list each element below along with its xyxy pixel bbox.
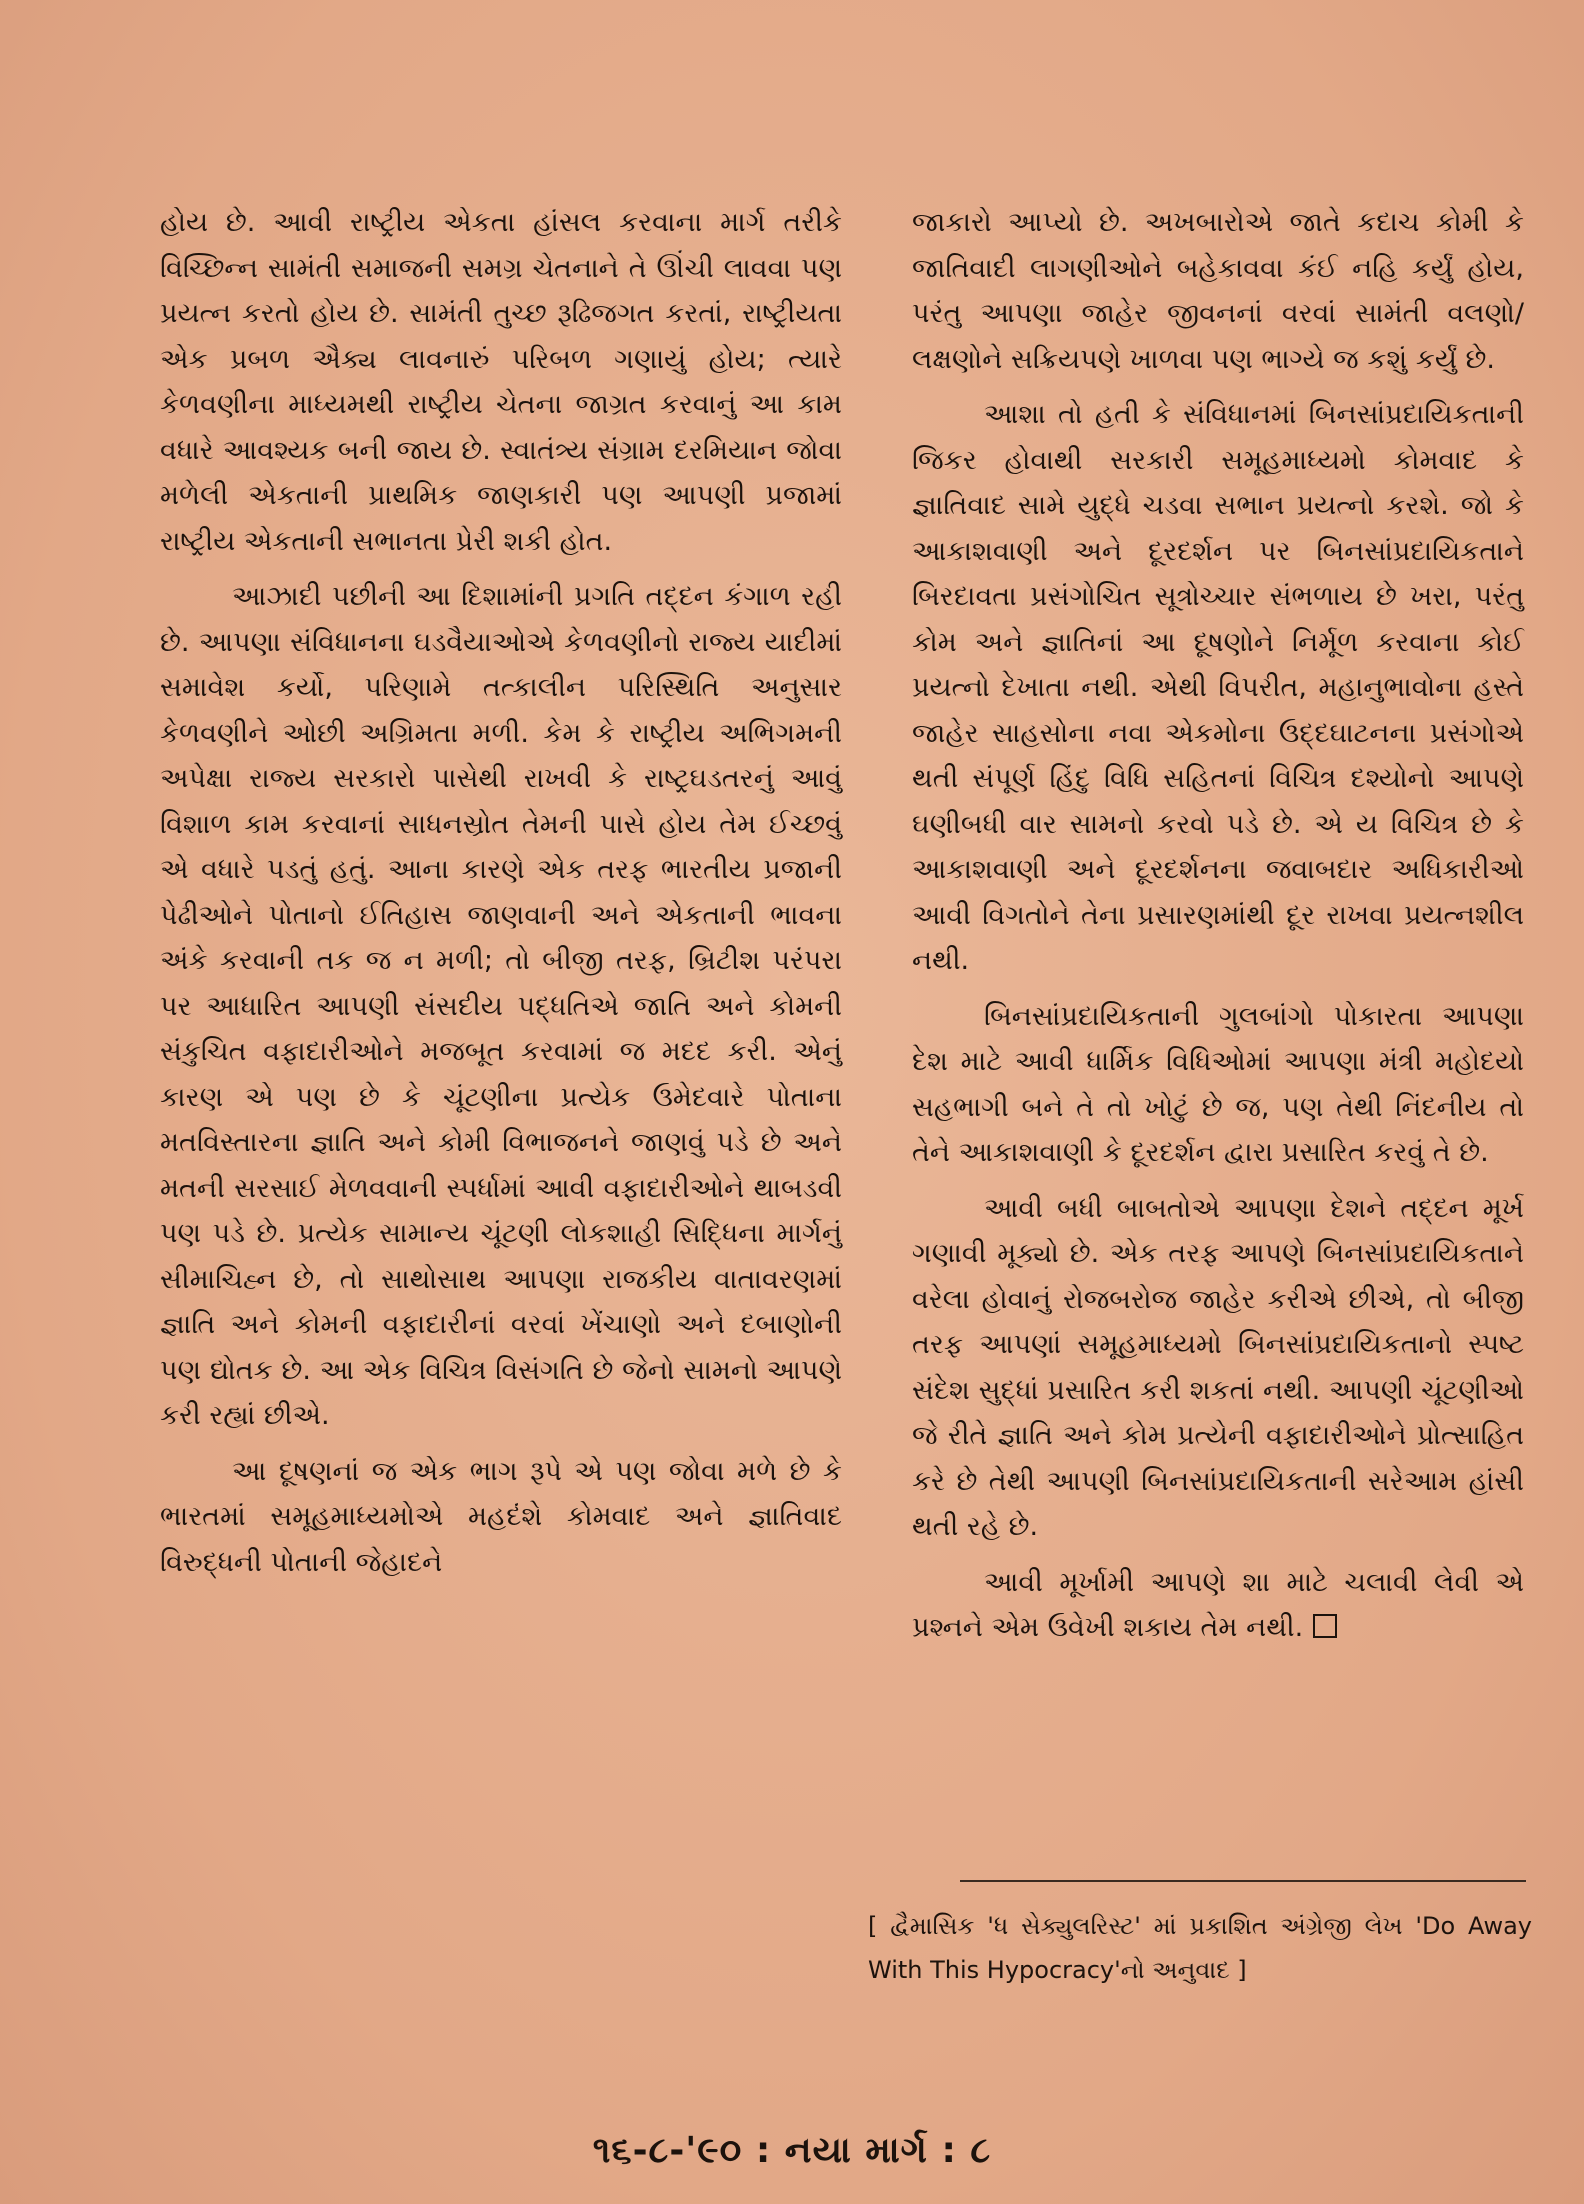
paragraph: હોય છે. આવી રાષ્ટ્રીય એકતા હાંસલ કરવાના માર્ગ તરીકે વિચ્છિન્ન સામંતી સમાજની સમગ્ર ચેતનાને તે ઊંચી લાવવા પણ પ્રયત્ન કરતો હોય છે. સામંતી તુચ્છ રૂઢિજગત કરતાં, રાષ્ટ્રીયતા એક પ્રબળ ઐક્ય લાવનારું પરિબળ ગણાયું હોય; ત્યારે કેળવણીના માધ્યમથી રાષ્ટ્રીય ચેતના જાગ્રત કરવાનું આ કામ વધારે આવશ્યક બની જાય છે. સ્વાતંત્ર્ય સંગ્રામ દરમિયાન જોવા મળેલી એકતાની પ્રાથમિક જાણકારી પણ આપણી પ્રજામાં રાષ્ટ્રીય એકતાની સભાનતા પ્રેરી શકી હોત. — [160, 207, 842, 557]
paragraph: આઝાદી પછીની આ દિશામાંની પ્રગતિ તદ્દન કંગાળ રહી છે. આપણા સંવિધાનના ઘડવૈયાઓએ કેળવણીનો રાજ્ય યાદીમાં સમાવેશ કર્યો, પરિણામે તત્કાલીન પરિસ્થિતિ અનુસાર કેળવણીને ઓછી અગ્રિમતા મળી. કેમ કે રાષ્ટ્રીય અભિગમની અપેક્ષા રાજ્ય સરકારો પાસેથી રાખવી કે રાષ્ટ્રઘડતરનું આવું વિશાળ કામ કરવાનાં સાધનસ્રોત તેમની પાસે હોય તેમ ઈચ્છવું એ વધારે પડતું હતું. આના કારણે એક તરફ ભારતીય પ્રજાની પેઢીઓને પોતાનો ઈતિહાસ જાણવાની અને એકતાની ભાવના અંકે કરવાની તક જ ન મળી; તો બીજી તરફ, બ્રિટીશ પરંપરા પર આધારિત આપણી સંસદીય પદ્ધતિએ જાતિ અને કોમની સંકુચિત વફાદારીઓને મજબૂત કરવામાં જ મદદ કરી. એનું કારણ એ પણ છે કે ચૂંટણીના પ્રત્યેક ઉમેદવારે પોતાના મતવિસ્તારના જ્ઞાતિ અને કોમી વિભાજનને જાણવું પડે છે અને મતની સરસાઈ મેળવવાની સ્પર્ધામાં આવી વફાદારીઓને થાબડવી પણ પડે છે. પ્રત્યેક સામાન્ય ચૂંટણી લોકશાહી સિદ્ધિના માર્ગનું સીમાચિહ્ન છે, તો સાથોસાથ આપણા રાજકીય વાતાવરણમાં જ્ઞાતિ અને કોમની વફાદારીનાં વરવાં ખેંચાણો અને દબાણોની પણ દ્યોતક છે. આ એક વિચિત્ર વિસંગતિ છે જેનો સામનો આપણે કરી રહ્યાં છીએ. — [160, 581, 842, 1431]
end-of-article-mark — [1313, 1614, 1337, 1638]
left-column — [160, 200, 842, 1595]
paragraph: આશા તો હતી કે સંવિધાનમાં બિનસાંપ્રદાયિકતાની જિકર હોવાથી સરકારી સમૂહમાધ્યમો કોમવાદ કે જ્ઞાતિવાદ સામે યુદ્ધે ચડવા સભાન પ્રયત્નો કરશે. જો કે આકાશવાણી અને દૂરદર્શન પર બિનસાંપ્રદાયિકતાને બિરદાવતા પ્રસંગોચિત સૂત્રોચ્ચાર સંભળાય છે ખરા, પરંતુ કોમ અને જ્ઞાતિનાં આ દૂષણોને નિર્મૂળ કરવાના કોઈ પ્રયત્નો દેખાતા નથી. એથી વિપરીત, મહાનુભાવોના હસ્તે જાહેર સાહસોના નવા એકમોના ઉદ્દઘાટનના પ્રસંગોએ થતી સંપૂર્ણ હિંદુ વિધિ સહિતનાં વિચિત્ર દશ્યોનો આપણે ઘણીબધી વાર સામનો કરવો પડે છે. એ ય વિચિત્ર છે કે આકાશવાણી અને દૂરદર્શનના જવાબદાર અધિકારીઓ આવી વિગતોને તેના પ્રસારણમાંથી દૂર રાખવા પ્રયત્નશીલ નથી. — [912, 399, 1524, 976]
closing-paragraph — [912, 1560, 1524, 1651]
divider — [960, 1880, 1526, 1882]
right-column — [912, 200, 1524, 1661]
page-footer: ૧૬-૮-'૯૦ : નયા માર્ગ : ૮ — [592, 2130, 992, 2171]
paragraph: બિનસાંપ્રદાયિકતાની ગુલબાંગો પોકારતા આપણા દેશ માટે આવી ધાર્મિક વિધિઓમાં આપણા મંત્રી મહોદયો સહભાગી બને તે તો ખોટું છે જ, પણ તેથી નિંદનીય તો તેને આકાશવાણી કે દૂરદર્શન દ્વારા પ્રસારિત કરવું તે છે. — [912, 1000, 1524, 1168]
paragraph: આવી બધી બાબતોએ આપણા દેશને તદ્દન મૂર્ખ ગણાવી મૂક્યો છે. એક તરફ આપણે બિનસાંપ્રદાયિકતાને વરેલા હોવાનું રોજબરોજ જાહેર કરીએ છીએ, તો બીજી તરફ આપણાં સમૂહમાધ્યમો બિનસાંપ્રદાયિકતાનો સ્પષ્ટ સંદેશ સુદ્ધાં પ્રસારિત કરી શકતાં નથી. આપણી ચૂંટણીઓ જે રીતે જ્ઞાતિ અને કોમ પ્રત્યેની વફાદારીઓને પ્રોત્સાહિત કરે છે તેથી આપણી બિનસાંપ્રદાયિકતાની સરેઆમ હાંસી થતી રહે છે. — [912, 1192, 1524, 1542]
paragraph: આ દૂષણનાં જ એક ભાગ રૂપે એ પણ જોવા મળે છે કે ભારતમાં સમૂહમાધ્યમોએ મહદંશે કોમવાદ અને જ્ઞાતિવાદ વિરુદ્ધની પોતાની જેહાદને — [160, 1455, 842, 1578]
source-note: [ દ્વૈમાસિક 'ધ સેક્યુલરિસ્ટ' માં પ્રકાશિત અંગ્રેજી લેખ 'Do Away With This Hypocracy'નો અનુવાદ ] — [868, 1912, 1532, 1984]
paragraph: જાકારો આપ્યો છે. અખબારોએ જાતે કદાચ કોમી કે જાતિવાદી લાગણીઓને બહેકાવવા કંઈ નહિ કર્યું હોય, પરંતુ આપણા જાહેર જીવનનાં વરવાં સામંતી વલણો/લક્ષણોને સક્રિયપણે ખાળવા પણ ભાગ્યે જ કશું કર્યું છે. — [912, 207, 1524, 375]
paragraph-text: આવી મૂર્ખામી આપણે શા માટે ચલાવી લેવી એ પ્રશ્નને એમ ઉવેખી શકાય તેમ નથી. — [912, 1566, 1524, 1643]
